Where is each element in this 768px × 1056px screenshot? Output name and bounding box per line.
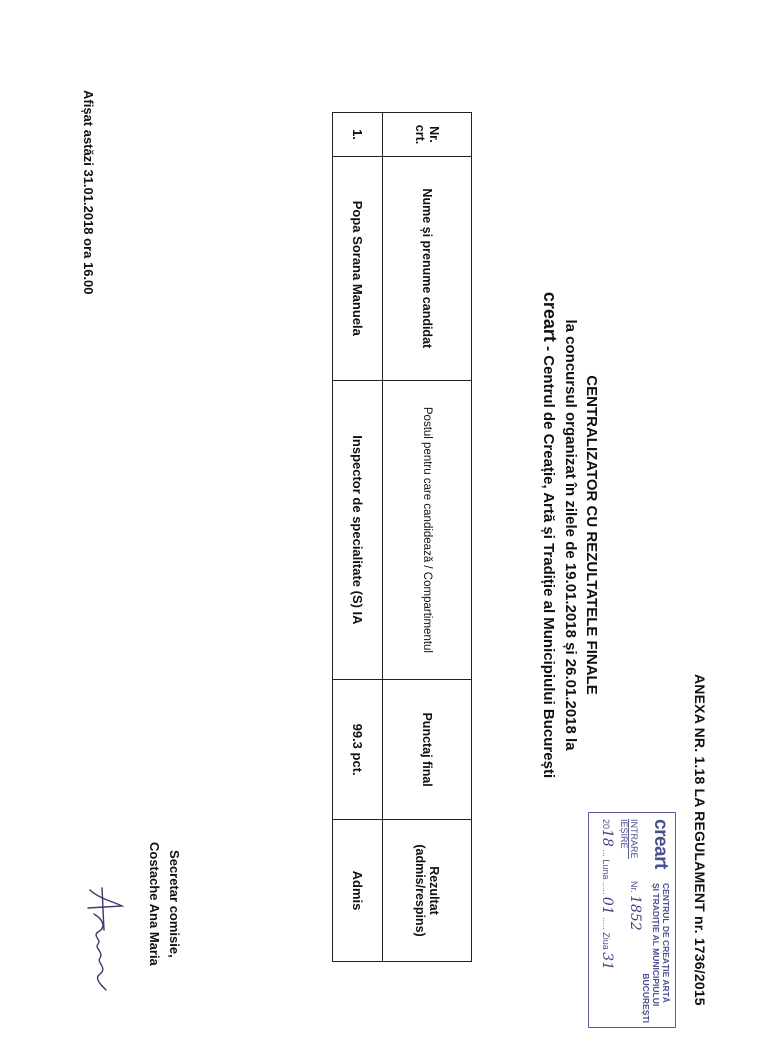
header-nr: Nr. crt.	[383, 113, 472, 157]
secretary-block	[144, 842, 184, 966]
table-header-row	[383, 113, 472, 962]
brand-logo-text: creart	[540, 291, 560, 342]
stamp-year-value: 18	[599, 829, 615, 847]
stamp-organization: CENTRUL DE CREAȚIE ARTĂ ȘI TRADIȚIE AL MUNICIPIULUI BUCUREȘTI	[641, 883, 671, 1023]
stamp-day-value: 31	[599, 952, 615, 971]
stamp-month-value: 01	[599, 896, 615, 915]
cell-nr: 1.	[333, 113, 383, 157]
header-post: Postul pentru care candidează / Compartimentul	[383, 380, 472, 680]
stamp-entry-row	[627, 819, 643, 931]
stamp-year-prefix: 20	[601, 819, 611, 830]
stamp-day-label: Ziua	[601, 932, 611, 950]
stamp-nr-label: Nr.	[629, 881, 639, 893]
header-name: Nume și prenume candidat	[383, 156, 472, 380]
heading-institution: creart - Centrul de Creație, Artă și Tradiție al Municipiului București	[540, 291, 560, 779]
stamp-exit-label: IEȘIRE	[619, 819, 629, 849]
secretary-name: Costache Ana Maria	[147, 842, 162, 966]
results-table	[332, 112, 472, 962]
heading-contest-dates: la concursul organizat în zilele de 19.01.2018 și 26.01.2018 la	[562, 319, 579, 751]
stamp-entry-label: INTRARE	[629, 819, 639, 859]
handwritten-signature	[80, 884, 128, 994]
annex-reference: ANEXA NR. 1.18 LA REGULAMENT nr. 1736/2015	[692, 674, 708, 1006]
header-score: Punctaj final	[383, 680, 472, 820]
stamp-exit-row	[619, 819, 629, 849]
cell-score: 99.3 pct.	[333, 680, 383, 820]
cell-post: Inspector de specialitate (S) IA	[333, 380, 383, 680]
stamp-month-label: Luna	[601, 859, 611, 880]
header-result: Rezultat (admis/respins)	[383, 820, 472, 962]
posting-notice: Afișat astăzi 31.01.2018 ora 16.00	[81, 90, 96, 295]
cell-name: Popa Sorana Manuela	[333, 156, 383, 380]
table-row	[333, 113, 383, 962]
secretary-title: Secretar comisie,	[167, 850, 182, 958]
stamp-date-row: 2018 ... Luna ..... 01 ..... Ziua 31	[599, 819, 615, 971]
document-heading	[538, 190, 602, 880]
heading-title: CENTRALIZATOR CU REZULTATELE FINALE	[583, 375, 600, 695]
stamp-nr-value: 1852	[627, 895, 643, 931]
stamp-logo: creart	[650, 819, 671, 869]
cell-result: Admis	[333, 820, 383, 962]
